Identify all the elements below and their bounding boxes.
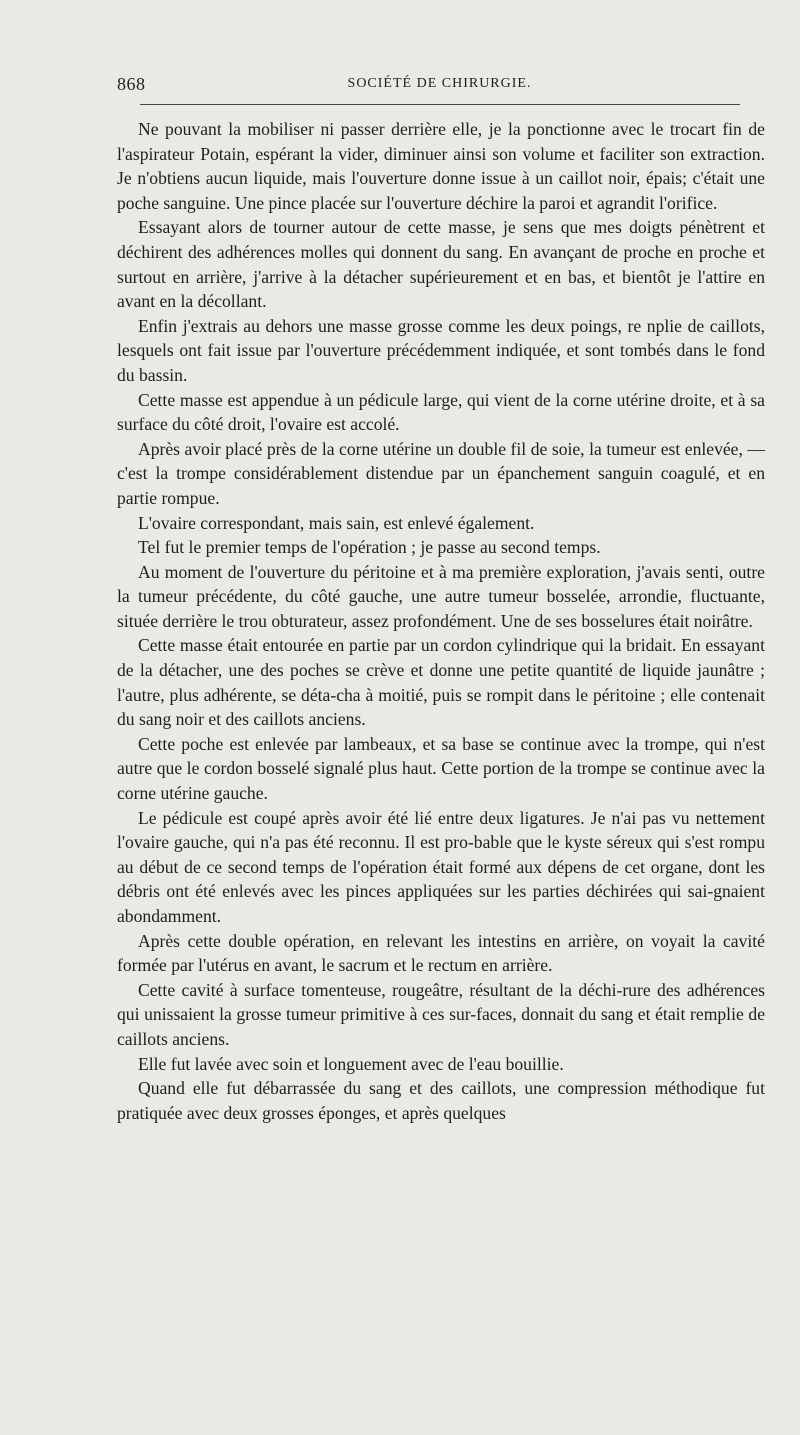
paragraph: Enfin j'extrais au dehors une masse grosse comme les deux poings, re nplie de caillots, lesquels ont fait issue par l'ouverture précédemment indiquée, et sont tombés dans le fond du bassin. [117, 315, 765, 385]
paragraph: Quand elle fut débarrassée du sang et des caillots, une compression méthodique fut pratiquée avec deux grosses éponges, et après quelques [117, 1078, 765, 1123]
paragraph: Ne pouvant la mobiliser ni passer derrière elle, je la ponctionne avec le trocart fin de l'aspirateur Potain, espérant la vider, diminuer ainsi son volume et faciliter son extraction. Je n'obtiens aucun liquide, mais l'ouverture donne issue à un caillot noir, épais; c'était une poche sanguine. Une pince placée sur l'ouverture déchire la paroi et agrandit l'orifice. [117, 119, 765, 213]
running-head [117, 74, 762, 98]
paragraph: Elle fut lavée avec soin et longuement avec de l'eau bouillie. [138, 1053, 564, 1074]
header-rule [140, 104, 740, 105]
paragraph: Cette poche est enlevée par lambeaux, et sa base se continue avec la trompe, qui n'est autre que le cordon bosselé signalé plus haut. Cette portion de la trompe se continue avec la corne utérine gauche. [117, 733, 765, 804]
paragraph: Le pédicule est coupé après avoir été lié entre deux ligatures. Je n'ai pas vu nettement l'ovaire gauche, qui n'a pas été reconnu. Il est pro-bable que le kyste séreux qui s'est rompu au début de ce second temps de l'opération était formé aux dépens de cet organe, dont les débris ont été enlevés avec les pinces appliquées sur les parties déchirées qui sai-gnaient abondamment. [117, 807, 765, 926]
paragraph: Au moment de l'ouverture du péritoine et à ma première exploration, j'avais senti, outre la tumeur précédente, du côté gauche, une autre tumeur bosselée, arrondie, fluctuante, située derrière le trou obturateur, assez profondément. Une de ses bosselures était noirâtre. [117, 561, 765, 631]
body-text [117, 117, 765, 1125]
paragraph: Après avoir placé près de la corne utérine un double fil de soie, la tumeur est enlevée, — c'est la trompe considérablement distendue par un épanchement sanguin coagulé, et en partie rompue. [117, 438, 765, 508]
page-number: 868 [117, 74, 146, 94]
paragraph: L'ovaire correspondant, mais sain, est enlevé également. [138, 512, 535, 533]
paragraph: Cette masse est appendue à un pédicule large, qui vient de la corne utérine droite, et à sa surface du côté droit, l'ovaire est accolé. [117, 389, 765, 435]
paragraph: Cette cavité à surface tomenteuse, rougeâtre, résultant de la déchi-rure des adhérences qui unissaient la grosse tumeur primitive à ces sur-faces, donnait du sang et était remplie de caillots anciens. [117, 979, 765, 1049]
paragraph: Cette masse était entourée en partie par un cordon cylindrique qui la bridait. En essayant de la détacher, une des poches se crève et donne une petite quantité de liquide jaunâtre ; l'autre, plus adhérente, se déta-cha à moitié, puis se rompit dans le péritoine ; elle contenait du sang noir et des caillots anciens. [117, 635, 765, 730]
paragraph: Après cette double opération, en relevant les intestins en arrière, on voyait la cavité formée par l'utérus en avant, le sacrum et le rectum en arrière. [117, 930, 765, 976]
paragraph: Tel fut le premier temps de l'opération ; je passe au second temps. [138, 537, 601, 558]
journal-title: SOCIÉTÉ DE CHIRURGIE. [347, 76, 532, 91]
paragraph: Essayant alors de tourner autour de cette masse, je sens que mes doigts pénètrent et déchirent des adhérences molles qui donnent du sang. En avançant de proche en proche et surtout en arrière, j'arrive à la détacher supérieurement et en bas, et bientôt je l'attire en avant en la décollant. [117, 217, 765, 312]
